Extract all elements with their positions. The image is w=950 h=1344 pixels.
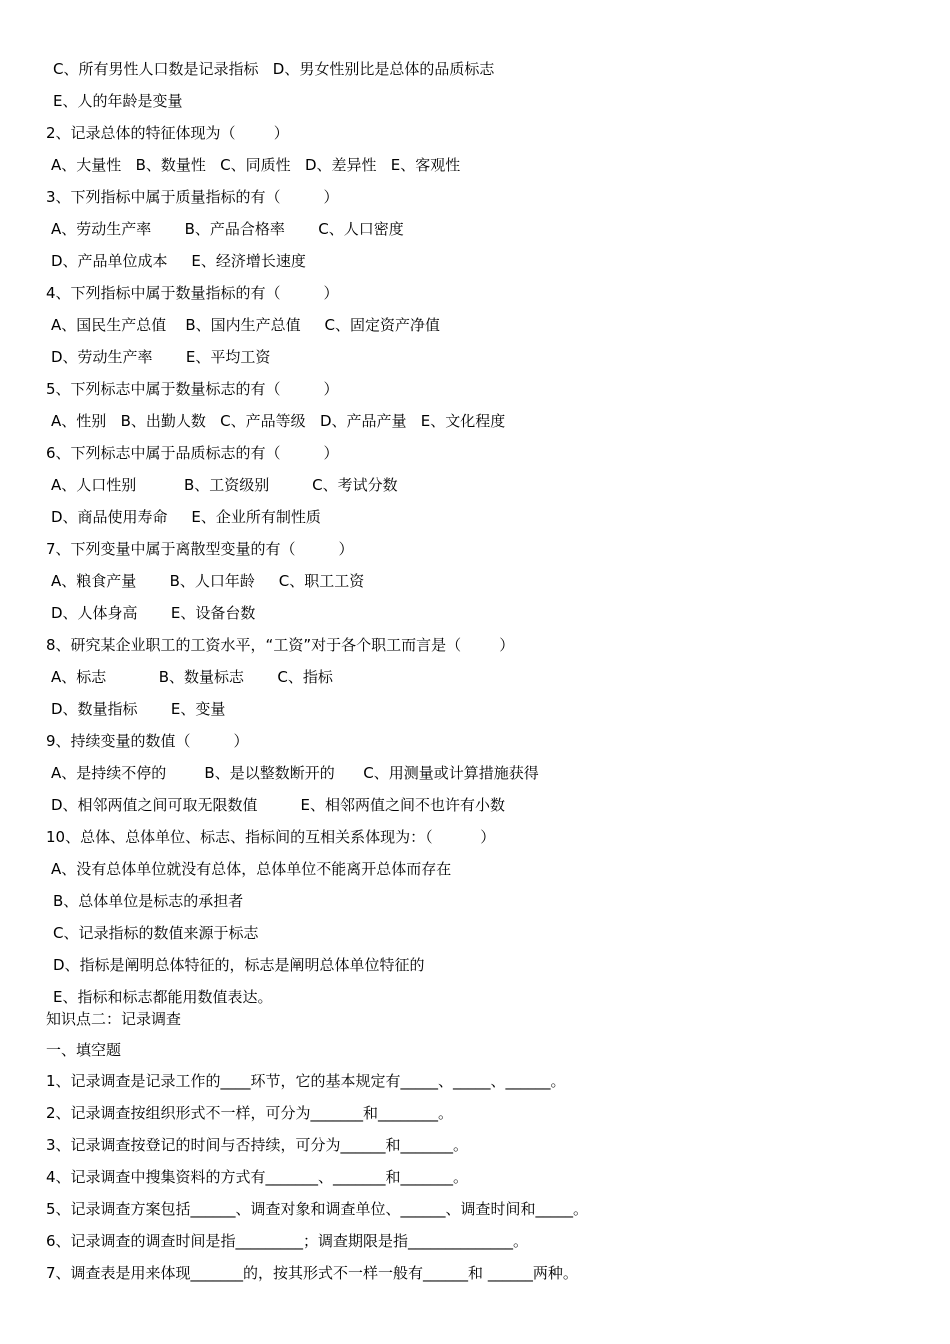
section-heading: 知识点二：记录调查 <box>46 1010 182 1028</box>
fill-in-question: 3、记录调查按登记的时间与否持续，可分为______和_______。 <box>46 1136 469 1154</box>
question: 8、研究某企业职工的工资水平，“工资”对于各个职工而言是（ ） <box>46 636 515 654</box>
question: 10、总体、总体单位、标志、指标间的互相关系体现为：（ ） <box>46 828 496 846</box>
options: A、劳动生产率 B、产品合格率 C、人口密度 <box>51 220 404 238</box>
question: 7、下列变量中属于离散型变量的有（ ） <box>46 540 354 558</box>
question: 5、下列标志中属于数量标志的有（ ） <box>46 380 339 398</box>
options: A、是持续不停的 B、是以整数断开的 C、用测量或计算措施获得 <box>51 764 539 782</box>
question: 6、下列标志中属于品质标志的有（ ） <box>46 444 339 462</box>
option: E、指标和标志都能用数值表达。 <box>53 988 273 1006</box>
options: D、产品单位成本 E、经济增长速度 <box>51 252 306 270</box>
question: 3、下列指标中属于质量指标的有（ ） <box>46 188 339 206</box>
options: A、国民生产总值 B、国内生产总值 C、固定资产净值 <box>51 316 440 334</box>
options: A、性别 B、出勤人数 C、产品等级 D、产品产量 E、文化程度 <box>51 412 506 430</box>
fill-in-question: 2、记录调查按组织形式不一样，可分为_______和________。 <box>46 1104 454 1122</box>
fill-in-question: 6、记录调查的调查时间是指_________；调查期限是指______________。 <box>46 1232 529 1250</box>
options: A、标志 B、数量标志 C、指标 <box>51 668 333 686</box>
text-line: C、所有男性人口数是记录指标 D、男女性别比是总体的品质标志 <box>53 60 495 78</box>
fill-in-question: 5、记录调查方案包括______、调查对象和调查单位、______、调查时间和_____。 <box>46 1200 589 1218</box>
options: A、人口性别 B、工资级别 C、考试分数 <box>51 476 398 494</box>
text-line: E、人的年龄是变量 <box>53 92 183 110</box>
fill-in-question: 7、调查表是用来体现_______的，按其形式不一样一般有______和 ______两种。 <box>46 1264 578 1282</box>
options: A、粮食产量 B、人口年龄 C、职工工资 <box>51 572 365 590</box>
question: 9、持续变量的数值（ ） <box>46 732 249 750</box>
options: D、商品使用寿命 E、企业所有制性质 <box>51 508 321 526</box>
option: C、记录指标的数值来源于标志 <box>53 924 259 942</box>
fill-in-question: 4、记录调查中搜集资料的方式有_______、_______和_______。 <box>46 1168 469 1186</box>
question: 4、下列指标中属于数量指标的有（ ） <box>46 284 339 302</box>
option: D、指标是阐明总体特征的，标志是阐明总体单位特征的 <box>53 956 425 974</box>
option: B、总体单位是标志的承担者 <box>53 892 244 910</box>
options: D、人体身高 E、设备台数 <box>51 604 256 622</box>
options: A、大量性 B、数量性 C、同质性 D、差异性 E、客观性 <box>51 156 461 174</box>
options: D、相邻两值之间可取无限数值 E、相邻两值之间不也许有小数 <box>51 796 505 814</box>
subsection-heading: 一、填空题 <box>46 1041 122 1059</box>
fill-in-question: 1、记录调查是记录工作的____环节，它的基本规定有_____、_____、______。 <box>46 1072 566 1090</box>
question: 2、记录总体的特征体现为（ ） <box>46 124 289 142</box>
option: A、没有总体单位就没有总体，总体单位不能离开总体而存在 <box>51 860 452 878</box>
options: D、数量指标 E、变量 <box>51 700 226 718</box>
options: D、劳动生产率 E、平均工资 <box>51 348 271 366</box>
